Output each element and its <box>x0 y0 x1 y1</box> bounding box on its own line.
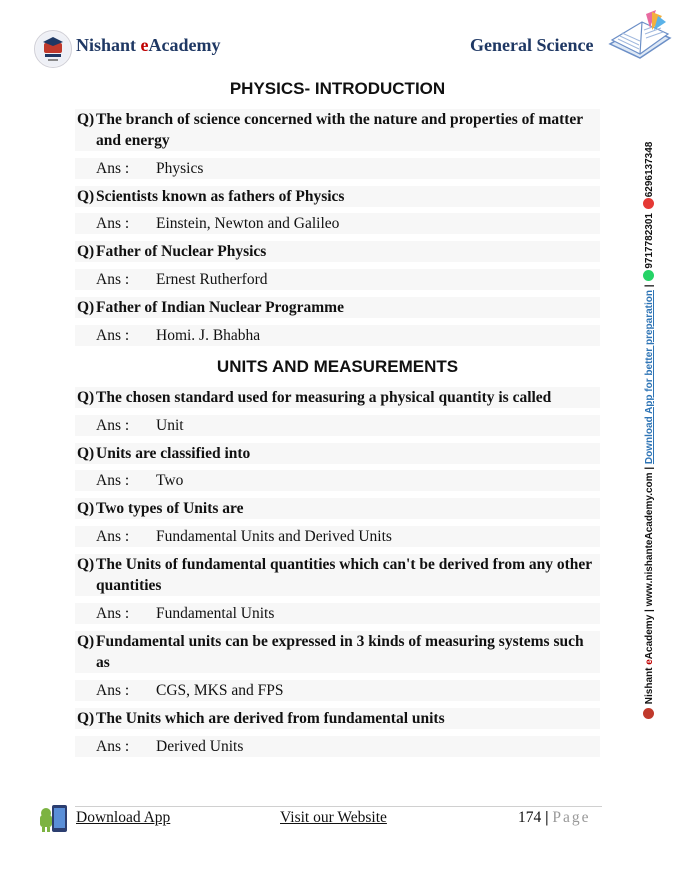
answer-label: Ans : <box>96 738 130 755</box>
question-prefix: Q) <box>77 389 95 406</box>
subject-title: General Science <box>470 35 594 55</box>
question-text: The branch of science concerned with the nature and properties of matter and energy <box>96 111 583 149</box>
vertical-sidebar <box>640 141 660 720</box>
answer-label: Ans : <box>96 271 130 288</box>
answer-row <box>75 158 600 179</box>
answer-row <box>75 415 600 436</box>
answer-label: Ans : <box>96 160 130 177</box>
question-text: The chosen standard used for measuring a physical quantity is called <box>96 389 552 406</box>
answer-text: CGS, MKS and FPS <box>156 682 284 699</box>
answer-text: Unit <box>156 417 184 434</box>
answer-row <box>75 680 600 701</box>
answer-label: Ans : <box>96 327 130 344</box>
answer-text: Einstein, Newton and Galileo <box>156 215 340 232</box>
question-text: Units are classified into <box>96 445 251 462</box>
mobile-app-icon <box>38 803 70 835</box>
visit-website-link[interactable]: Visit our Website <box>280 809 387 826</box>
question-row <box>75 443 600 464</box>
answer-text: Homi. J. Bhabha <box>156 327 261 344</box>
footer-divider <box>75 806 602 807</box>
page-number: 174 | Page <box>518 809 591 826</box>
question-text: Two types of Units are <box>96 500 244 517</box>
download-app-link[interactable]: Download App for better preparation <box>644 290 655 465</box>
answer-row <box>75 603 600 624</box>
answer-row <box>75 325 600 346</box>
question-prefix: Q) <box>77 500 95 517</box>
answer-text: Fundamental Units and Derived Units <box>156 528 392 545</box>
answer-label: Ans : <box>96 682 130 699</box>
question-row <box>75 186 600 207</box>
section-heading-units: UNITS AND MEASUREMENTS <box>216 357 459 376</box>
question-row <box>75 631 600 673</box>
whatsapp-icon <box>643 270 654 281</box>
question-text: Father of Nuclear Physics <box>96 243 267 260</box>
question-prefix: Q) <box>77 445 95 462</box>
answer-text: Ernest Rutherford <box>156 271 268 288</box>
question-row <box>75 297 600 318</box>
answer-label: Ans : <box>96 417 130 434</box>
question-text: Father of Indian Nuclear Programme <box>96 299 344 316</box>
answer-row <box>75 213 600 234</box>
phone-number-2: 6296137348 <box>644 141 655 198</box>
question-row <box>75 498 600 519</box>
answer-row <box>75 526 600 547</box>
sidebar-text: Nishant eAcademy | www.nishanteAcademy.com | Download App for better preparation | 9717782301 6296137348 <box>640 172 660 720</box>
question-text: Fundamental units can be expressed in 3 kinds of measuring systems such as <box>96 633 584 671</box>
question-prefix: Q) <box>77 633 95 650</box>
question-text: Scientists known as fathers of Physics <box>96 188 345 205</box>
question-prefix: Q) <box>77 710 95 727</box>
answer-label: Ans : <box>96 472 130 489</box>
question-row <box>75 109 600 151</box>
academy-logo <box>34 30 72 68</box>
answer-text: Physics <box>156 160 204 177</box>
download-app-link-footer[interactable]: Download App <box>76 809 171 826</box>
brand-title: Nishant eAcademy <box>76 35 221 55</box>
answer-row <box>75 470 600 491</box>
question-text: The Units which are derived from fundamental units <box>96 710 445 727</box>
question-text: The Units of fundamental quantities which can't be derived from any other quantities <box>96 556 592 594</box>
question-prefix: Q) <box>77 243 95 260</box>
question-prefix: Q) <box>77 111 95 128</box>
question-prefix: Q) <box>77 556 95 573</box>
answer-label: Ans : <box>96 605 130 622</box>
question-prefix: Q) <box>77 188 95 205</box>
question-prefix: Q) <box>77 299 95 316</box>
phone-number-1: 9717782301 <box>644 213 655 269</box>
section-heading-physics: PHYSICS- INTRODUCTION <box>229 79 446 98</box>
answer-row <box>75 736 600 757</box>
answer-row <box>75 269 600 290</box>
answer-text: Derived Units <box>156 738 244 755</box>
answer-text: Two <box>156 472 184 489</box>
open-book-icon <box>606 8 674 70</box>
logo-icon <box>643 708 654 719</box>
question-row <box>75 241 600 262</box>
question-row <box>75 387 600 408</box>
answer-label: Ans : <box>96 528 130 545</box>
question-row <box>75 708 600 729</box>
question-row <box>75 554 600 596</box>
phone-icon <box>643 198 654 209</box>
answer-label: Ans : <box>96 215 130 232</box>
answer-text: Fundamental Units <box>156 605 275 622</box>
